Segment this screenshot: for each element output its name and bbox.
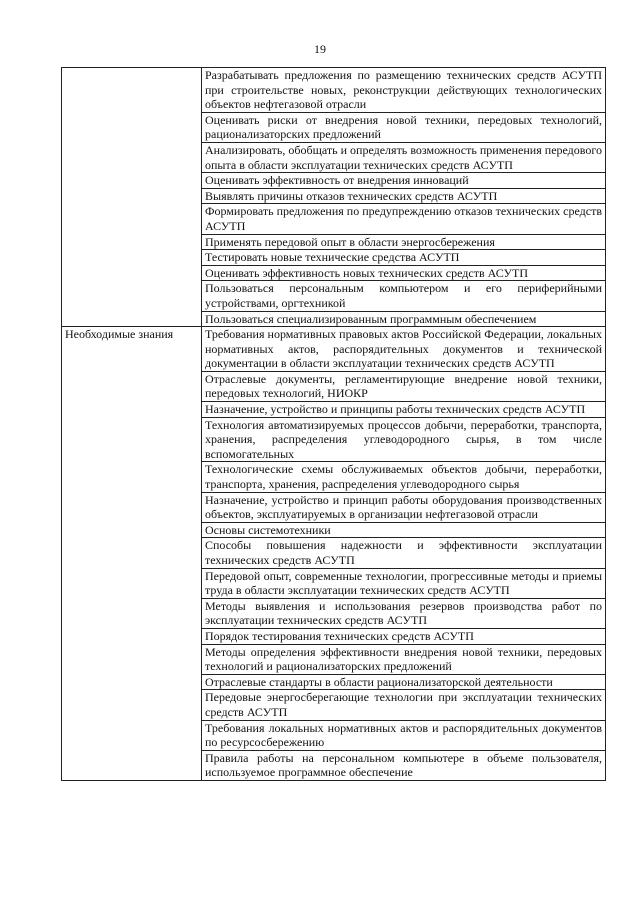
requirement-cell: Отраслевые стандарты в области рационализаторской деятельности xyxy=(202,674,606,690)
requirement-cell: Разрабатывать предложения по размещению технических средств АСУТП при строительстве новых, реконструкции действующих технологических объектов нефтегазовой отрасли xyxy=(202,68,606,113)
requirement-cell: Выявлять причины отказов технических средств АСУТП xyxy=(202,188,606,204)
requirement-cell: Передовой опыт, современные технологии, прогрессивные методы и приемы труда в области эксплуатации технических средств АСУТП xyxy=(202,568,606,598)
row-label: Необходимые знания xyxy=(62,327,202,781)
requirement-cell: Назначение, устройство и принципы работы технических средств АСУТП xyxy=(202,402,606,418)
requirement-cell: Правила работы на персональном компьютере в объеме пользователя, используемое программное обеспечение xyxy=(202,750,606,780)
requirement-cell: Оценивать эффективность от внедрения инноваций xyxy=(202,173,606,189)
requirement-cell: Применять передовой опыт в области энергосбережения xyxy=(202,234,606,250)
requirement-cell: Формировать предложения по предупреждению отказов технических средств АСУТП xyxy=(202,204,606,234)
requirement-cell: Пользоваться персональным компьютером и его периферийными устройствами, оргтехникой xyxy=(202,281,606,311)
requirement-cell: Оценивать риски от внедрения новой техники, передовых технологий, рационализаторских предложений xyxy=(202,112,606,142)
requirement-cell: Требования локальных нормативных актов и распорядительных документов по ресурсосбережению xyxy=(202,720,606,750)
requirement-cell: Основы системотехники xyxy=(202,522,606,538)
requirement-cell: Методы определения эффективности внедрения новой техники, передовых технологий и рационализаторских предложений xyxy=(202,644,606,674)
requirement-cell: Требования нормативных правовых актов Российской Федерации, локальных нормативных актов, распорядительных документов и технической документации в области эксплуатации технических средств АСУТП xyxy=(202,327,606,372)
requirement-cell: Отраслевые документы, регламентирующие внедрение новой техники, передовых технологий, НИОКР xyxy=(202,371,606,401)
requirement-cell: Технологические схемы обслуживаемых объектов добычи, переработки, транспорта, хранения, распределения углеводородного сырья xyxy=(202,462,606,492)
requirements-table xyxy=(61,67,606,781)
table-row xyxy=(62,68,606,113)
requirement-cell: Порядок тестирования технических средств АСУТП xyxy=(202,628,606,644)
table-body xyxy=(62,68,606,781)
requirement-cell: Технология автоматизируемых процессов добычи, переработки, транспорта, хранения, распределения углеводородного сырья, в том числе вспомогательных xyxy=(202,417,606,462)
requirement-cell: Тестировать новые технические средства АСУТП xyxy=(202,250,606,266)
requirement-cell: Оценивать эффективность новых технических средств АСУТП xyxy=(202,265,606,281)
requirement-cell: Методы выявления и использования резервов производства работ по эксплуатации технических средств АСУТП xyxy=(202,598,606,628)
requirement-cell: Анализировать, обобщать и определять возможность применения передового опыта в области эксплуатации технических средств АСУТП xyxy=(202,142,606,172)
requirement-cell: Назначение, устройство и принцип работы оборудования производственных объектов, эксплуатируемых в организации нефтегазовой отрасли xyxy=(202,492,606,522)
requirement-cell: Пользоваться специализированным программным обеспечением xyxy=(202,311,606,327)
requirement-cell: Передовые энергосберегающие технологии при эксплуатации технических средств АСУТП xyxy=(202,690,606,720)
table-row xyxy=(62,327,606,372)
requirement-cell: Способы повышения надежности и эффективности эксплуатации технических средств АСУТП xyxy=(202,538,606,568)
page-number: 19 xyxy=(314,42,326,56)
row-label xyxy=(62,68,202,327)
